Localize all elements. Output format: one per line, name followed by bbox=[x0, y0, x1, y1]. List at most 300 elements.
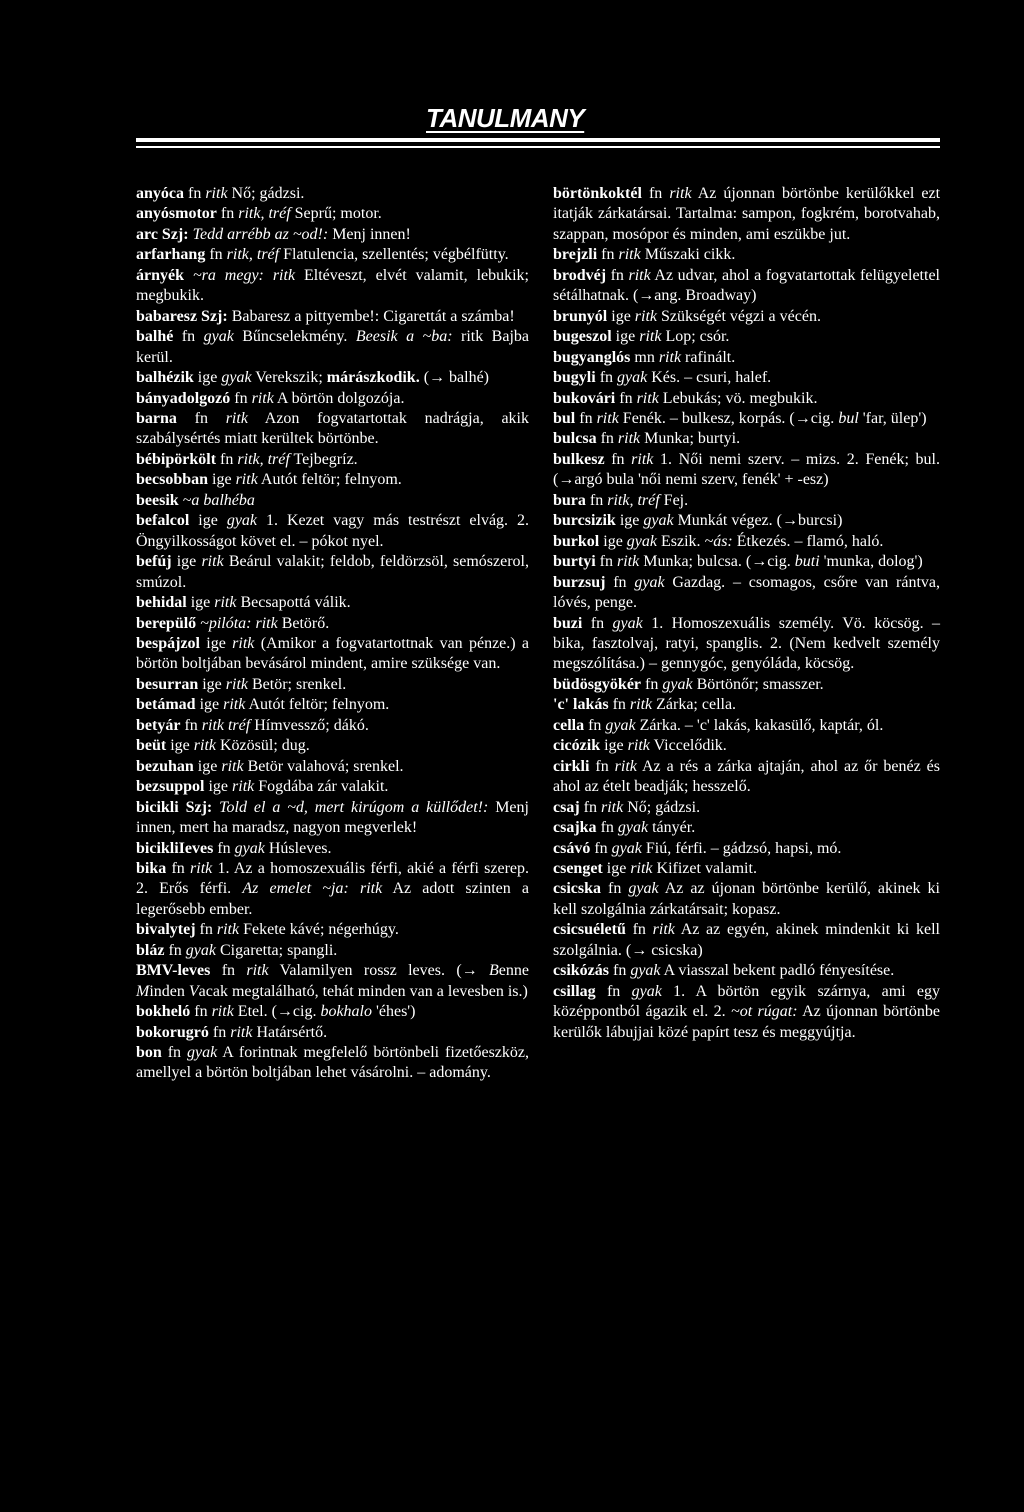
entry-italic-text: gyak bbox=[612, 614, 643, 632]
dictionary-entry bbox=[136, 307, 529, 327]
entry-text: Börtönőr; smasszer. bbox=[692, 675, 824, 693]
entry-italic-text: Beesik a ~ba: bbox=[355, 328, 453, 346]
entry-italic-text: ritk bbox=[211, 1003, 234, 1021]
entry-text: fn bbox=[164, 941, 186, 959]
dictionary-entry bbox=[553, 879, 940, 920]
entry-text: rafinált. bbox=[681, 348, 736, 366]
entry-italic-text: ritk bbox=[223, 696, 246, 714]
entry-headword: bespájzol bbox=[136, 634, 200, 652]
entry-headword: csaj bbox=[553, 798, 580, 816]
entry-italic-text: ritk bbox=[225, 409, 248, 427]
entry-text bbox=[184, 267, 193, 284]
entry-headword: bulcsa bbox=[553, 430, 597, 448]
entry-text: fn bbox=[597, 246, 619, 264]
entry-text: Közösül; dug. bbox=[216, 737, 310, 755]
entry-text: 1. Az a homoszexuális férfi, akié a férfi szerep. 2. Erős férfi. bbox=[136, 859, 530, 898]
entry-italic-text: V bbox=[188, 982, 199, 1000]
entry-text: Hímvessző; dákó. bbox=[250, 716, 369, 734]
entry-headword: besurran bbox=[136, 675, 199, 693]
entry-italic-text: ritk bbox=[232, 634, 255, 652]
entry-italic-text: ritk, tréf bbox=[226, 246, 280, 264]
dictionary-entry bbox=[136, 634, 529, 675]
entry-headword: cirkli bbox=[553, 757, 590, 775]
dictionary-entry bbox=[553, 573, 940, 614]
entry-text: Fej. bbox=[659, 491, 689, 509]
left-column bbox=[136, 184, 529, 1084]
entry-italic-text: buti bbox=[794, 553, 820, 571]
entry-italic-text: bokhalo bbox=[320, 1003, 372, 1021]
entry-text: ige bbox=[611, 328, 640, 346]
dictionary-entry bbox=[553, 348, 940, 368]
entry-text: fn bbox=[579, 798, 601, 816]
entry-text: Az az újonan börtönbe kerülő, akinek ki kell szolgálnia zárkatársait; kopasz. bbox=[553, 880, 941, 918]
entry-text: fn bbox=[609, 962, 631, 980]
entry-italic-text: ritk bbox=[216, 921, 240, 939]
dictionary-entry bbox=[553, 736, 940, 756]
entry-text: ige bbox=[200, 634, 233, 652]
header-rule-thin bbox=[136, 146, 940, 148]
entry-text: Fiú, férfi. – gádzsó, hapsi, mó. bbox=[641, 839, 842, 857]
entry-text: A viasszal bekent padló fényesítése. bbox=[660, 962, 895, 980]
entry-text: ige bbox=[607, 307, 635, 325]
entry-text: fn bbox=[216, 205, 239, 223]
entry-text: Az újonnan börtönbe kerülők lábujjai közé papírt tesz és meggyújtja. bbox=[553, 1003, 940, 1041]
entry-text: (Amikor a fogvatartottnak van pénze.) a börtön boltjában bevásárol mindent, amire szüksége van. bbox=[136, 634, 530, 673]
dictionary-entry bbox=[136, 389, 529, 409]
entry-italic-text: ritk bbox=[232, 778, 255, 796]
dictionary-entry bbox=[553, 552, 940, 572]
entry-headword: BMV-leves bbox=[136, 962, 211, 980]
entry-italic-text: gyak bbox=[234, 839, 265, 857]
entry-headword: csicsuéletű bbox=[553, 921, 626, 939]
entry-headword: bokorugró bbox=[136, 1023, 209, 1041]
dictionary-entry bbox=[136, 368, 529, 388]
dictionary-entry bbox=[553, 839, 940, 859]
entry-text: fn bbox=[195, 921, 217, 939]
entry-text: Cigaretta; spangli. bbox=[215, 941, 338, 959]
dictionary-entry bbox=[136, 941, 529, 961]
entry-headword: cicózik bbox=[553, 737, 601, 755]
entry-italic-text: ritk bbox=[230, 1023, 253, 1041]
entry-italic-text: gyak bbox=[628, 880, 659, 898]
page-header-title: TANULMANY bbox=[426, 103, 585, 133]
entry-headword: brejzli bbox=[553, 246, 598, 264]
entry-text: fn bbox=[166, 859, 191, 877]
entry-text: Flatulencia, szellentés; végbélfütty. bbox=[279, 246, 509, 264]
entry-text: fn bbox=[575, 409, 597, 427]
dictionary-entry bbox=[136, 757, 529, 777]
entry-headword: bicikli Szj: bbox=[136, 798, 220, 816]
entry-text: fn bbox=[210, 962, 247, 980]
entry-headword: beüt bbox=[136, 737, 167, 755]
entry-headword: brodvéj bbox=[553, 266, 607, 284]
entry-text: Étkezés. – flamó, haló. bbox=[732, 532, 884, 550]
entry-text: Lebukás; vö. megbukik. bbox=[658, 389, 818, 407]
entry-headword: csillag bbox=[553, 982, 596, 1000]
entry-text: ige bbox=[198, 675, 226, 693]
entry-headword: bugyanglós bbox=[553, 348, 631, 366]
dictionary-entry bbox=[553, 307, 940, 327]
entry-text: Szükségét végzi a vécén. bbox=[657, 307, 821, 325]
entry-italic-text: ritk bbox=[617, 430, 641, 448]
dictionary-entry bbox=[553, 429, 940, 449]
entry-italic-text: M bbox=[136, 982, 150, 1000]
entry-italic-text: gyak bbox=[221, 369, 252, 387]
entry-italic-text: ritk bbox=[652, 921, 675, 939]
entry-text: Az újonnan börtönbe kerülőkkel ezt itatják zárkatársai. Tartalma: sampon, fogkrém, borotvahab, szappan, mosópor és minden, ami eszükbe jut. bbox=[553, 185, 941, 243]
entry-italic-text: ritk bbox=[658, 348, 682, 366]
entry-italic-text: ritk bbox=[639, 328, 662, 346]
entry-text: Az adott szinten a legerősebb ember. bbox=[136, 880, 530, 918]
dictionary-entry bbox=[553, 716, 940, 736]
entry-italic-text: ritk tréf bbox=[201, 716, 251, 734]
dictionary-entry bbox=[136, 491, 529, 511]
entry-text: fn bbox=[584, 716, 606, 734]
entry-italic-text: gyak bbox=[185, 941, 216, 959]
entry-italic-text: ritk bbox=[634, 307, 658, 325]
dictionary-entry bbox=[136, 552, 529, 593]
entry-headword: bivalytej bbox=[136, 921, 196, 939]
entry-text: fn bbox=[180, 716, 202, 734]
entry-italic-text: Tedd arrébb az ~od!: bbox=[192, 225, 329, 243]
entry-text: fn bbox=[596, 430, 618, 448]
dictionary-entry bbox=[553, 757, 940, 798]
entry-text: fn bbox=[582, 614, 613, 632]
dictionary-entry bbox=[553, 818, 940, 838]
entry-headword: bokheló bbox=[136, 1003, 191, 1021]
entry-headword: bányadolgozó bbox=[136, 389, 231, 407]
dictionary-entry bbox=[136, 1023, 529, 1043]
entry-text: ige bbox=[193, 757, 222, 775]
entry-text: inden bbox=[149, 982, 189, 1000]
entry-text: fn bbox=[213, 839, 235, 857]
entry-italic-text: ritk bbox=[629, 696, 653, 714]
entry-text: ige bbox=[189, 512, 227, 530]
entry-italic-text: ritk bbox=[627, 737, 650, 755]
entry-headword: bicikliIeves bbox=[136, 839, 214, 857]
entry-text: fn bbox=[608, 696, 630, 714]
dictionary-entry bbox=[136, 920, 529, 940]
entry-italic-text: ritk bbox=[214, 594, 237, 612]
entry-italic-text: ~ra megy: ritk bbox=[192, 266, 296, 284]
entry-italic-text: Told el a ~d, mert kirúgom a küllődet!: bbox=[219, 798, 489, 816]
entry-text: Valamilyen rossz leves. (→ bbox=[268, 962, 490, 980]
entry-text: fn bbox=[595, 982, 632, 1000]
entry-text: Nő; gádzsi. bbox=[623, 798, 701, 816]
entry-text: Viccelődik. bbox=[649, 737, 727, 755]
entry-text: Műszaki cikk. bbox=[640, 246, 736, 264]
entry-text: Azon fogvatartottak nadrágja, akik szabálysértés miatt kerültek börtönbe. bbox=[136, 409, 529, 448]
entry-text: fn bbox=[589, 757, 615, 775]
entry-headword: bon bbox=[136, 1044, 162, 1062]
entry-text: ige bbox=[599, 532, 627, 550]
entry-italic-text: ritk bbox=[596, 409, 619, 427]
dictionary-entry bbox=[136, 798, 529, 839]
entry-text: fn bbox=[641, 185, 670, 202]
entry-italic-text: ritk bbox=[235, 471, 258, 489]
entry-text: Eltéveszt, elvét valamit, lebukik; megbukik. bbox=[136, 266, 530, 305]
entry-text: Zárka. – 'c' lakás, kakasülő, kaptár, ól. bbox=[635, 716, 884, 734]
entry-text: Az az egyén, akinek mindenkit ki kell szolgálnia. (→ csicska) bbox=[553, 921, 941, 959]
entry-italic-text: ~ás: bbox=[704, 532, 733, 550]
dictionary-entry bbox=[553, 266, 940, 307]
dictionary-entry bbox=[553, 675, 940, 695]
dictionary-entry bbox=[136, 859, 529, 920]
dictionary-entry bbox=[553, 982, 940, 1043]
entry-italic-text: ritk bbox=[190, 859, 213, 877]
dictionary-entry bbox=[136, 511, 529, 552]
entry-text: fn bbox=[208, 1023, 231, 1041]
entry-text: ige bbox=[186, 594, 215, 612]
entry-headword: márászkodik. bbox=[326, 369, 420, 387]
dictionary-entry bbox=[136, 675, 529, 695]
entry-text: enne bbox=[498, 962, 529, 980]
entry-text: Verekszik; bbox=[251, 369, 327, 387]
entry-text: Fekete kávé; négerhúgy. bbox=[239, 921, 399, 939]
entry-text: fn bbox=[605, 573, 635, 591]
dictionary-entry bbox=[136, 777, 529, 797]
entry-text: Autót feltör; felnyom. bbox=[245, 696, 390, 714]
entry-headword: bura bbox=[553, 491, 586, 509]
entry-italic-text: gyak bbox=[605, 716, 636, 734]
entry-text: Kés. – csuri, halef. bbox=[647, 369, 772, 387]
entry-text: fn bbox=[641, 675, 663, 693]
entry-text: ige bbox=[195, 696, 224, 714]
entry-headword: befúj bbox=[136, 553, 172, 571]
entry-text: fn bbox=[216, 450, 238, 468]
dictionary-entry bbox=[136, 695, 529, 715]
entry-headword: barna bbox=[136, 409, 177, 427]
dictionary-entry bbox=[553, 409, 940, 429]
entry-text: ige bbox=[615, 512, 644, 530]
entry-headword: bugeszol bbox=[553, 328, 612, 346]
entry-italic-text: ~ot rúgat: bbox=[731, 1003, 798, 1021]
entry-italic-text: Az emelet ~ja: ritk bbox=[242, 880, 383, 898]
dictionary-entry bbox=[553, 798, 940, 818]
dictionary-entry bbox=[553, 491, 940, 511]
entry-headword: börtönkoktél bbox=[553, 185, 642, 202]
entry-italic-text: gyak bbox=[662, 675, 693, 693]
entry-headword: csávó bbox=[553, 839, 591, 857]
dictionary-entry bbox=[553, 859, 940, 879]
entry-text: ige bbox=[204, 778, 233, 796]
entry-text: fn bbox=[595, 369, 618, 387]
entry-text: 1. A börtön egyik szárnya, ami egy középpontból ágazik el. 2. bbox=[553, 982, 941, 1021]
entry-italic-text: ritk bbox=[246, 962, 269, 980]
dictionary-entry bbox=[136, 327, 529, 368]
entry-headword: betyár bbox=[136, 716, 181, 734]
entry-italic-text: ritk bbox=[617, 553, 640, 571]
entry-text: ige bbox=[166, 737, 194, 755]
entry-text: Fogdába zár valakit. bbox=[254, 778, 389, 796]
entry-text: Autót feltör; felnyom. bbox=[257, 471, 402, 489]
entry-text: ige bbox=[602, 859, 631, 877]
entry-headword: büdösgyökér bbox=[553, 675, 642, 693]
entry-text: Babaresz a pittyembe!: Cigarettát a számba! bbox=[227, 307, 515, 325]
dictionary-entry bbox=[136, 593, 529, 613]
entry-italic-text: ~pilóta: ritk bbox=[200, 614, 278, 632]
entry-text: 'éhes') bbox=[371, 1003, 416, 1021]
entry-italic-text: ritk bbox=[630, 859, 653, 877]
entry-text: fn bbox=[190, 1003, 212, 1021]
entry-headword: beesik bbox=[136, 491, 179, 509]
entry-headword: balhézik bbox=[136, 369, 194, 387]
entry-italic-text: bul bbox=[838, 409, 859, 427]
dictionary-entry bbox=[553, 614, 940, 675]
entry-headword: bika bbox=[136, 859, 167, 877]
entry-headword: behidal bbox=[136, 594, 187, 612]
entry-italic-text: ritk bbox=[636, 389, 659, 407]
entry-headword: 'c' lakás bbox=[553, 696, 609, 714]
dictionary-entry bbox=[136, 1043, 529, 1084]
entry-headword: burzsuj bbox=[553, 573, 606, 591]
entry-headword: bul bbox=[553, 409, 576, 427]
entry-text: fn bbox=[601, 880, 629, 898]
entry-italic-text: B bbox=[489, 962, 499, 980]
dictionary-entry bbox=[553, 920, 940, 961]
entry-italic-text: ritk, tréf bbox=[607, 491, 660, 509]
entry-text: (→ balhé) bbox=[419, 369, 490, 387]
entry-text: Seprű; motor. bbox=[290, 205, 382, 223]
dictionary-entry bbox=[553, 368, 940, 388]
entry-text: A forintnak megfelelő börtönbeli fizetőeszköz, amellyel a börtön boltjában lehet vásárolni. – adomány. bbox=[136, 1044, 530, 1082]
entry-headword: burtyi bbox=[553, 553, 596, 571]
header-rule-thick bbox=[136, 138, 940, 142]
entry-headword: bébipörkölt bbox=[136, 450, 217, 468]
dictionary-entry bbox=[553, 450, 940, 491]
entry-text: fn bbox=[590, 839, 612, 857]
entry-italic-text: ritk bbox=[251, 389, 274, 407]
entry-headword: brunyól bbox=[553, 307, 608, 325]
entry-italic-text: gyak bbox=[203, 328, 234, 346]
entry-text: ige bbox=[600, 737, 628, 755]
entry-headword: bugyli bbox=[553, 369, 596, 387]
entry-headword: anyósmotor bbox=[136, 205, 217, 223]
entry-text: ritk Bajba kerül. bbox=[136, 328, 529, 366]
entry-text: Munka; bulcsa. (→cig. bbox=[639, 553, 795, 571]
dictionary-entry bbox=[136, 245, 529, 265]
dictionary-entry bbox=[136, 614, 529, 634]
entry-text: Határsértő. bbox=[252, 1023, 328, 1041]
entry-text: fn bbox=[595, 553, 617, 571]
entry-italic-text: gyak bbox=[643, 512, 674, 530]
entry-text: fn bbox=[606, 266, 629, 284]
entry-italic-text: ritk bbox=[201, 553, 224, 571]
entry-headword: cella bbox=[553, 716, 585, 734]
dictionary-entry bbox=[553, 532, 940, 552]
entry-text: Etel. (→cig. bbox=[233, 1003, 321, 1021]
entry-headword: befalcol bbox=[136, 512, 190, 530]
entry-text: 1. Kezet vagy más testrészt elvág. 2. Öngyilkosságot követ el. – pókot nyel. bbox=[136, 512, 530, 550]
entry-italic-text: gyak bbox=[617, 819, 649, 837]
entry-italic-text: gyak bbox=[634, 573, 665, 591]
entry-text: acak megtalálható, tehát minden van a levesben is.) bbox=[198, 982, 528, 1000]
entry-text: fn bbox=[604, 450, 632, 468]
dictionary-entry bbox=[136, 839, 529, 859]
entry-headword: betámad bbox=[136, 696, 196, 714]
entry-headword: burkol bbox=[553, 532, 600, 550]
entry-italic-text: gyak bbox=[611, 839, 642, 857]
entry-text: fn bbox=[205, 246, 227, 264]
dictionary-entry bbox=[136, 1002, 529, 1022]
entry-text: fn bbox=[596, 819, 618, 837]
entry-text: Munkát végez. (→burcsi) bbox=[673, 512, 843, 530]
entry-headword: babaresz Szj: bbox=[136, 307, 228, 325]
entry-headword: buzi bbox=[553, 614, 583, 632]
entry-text: Zárka; cella. bbox=[652, 696, 737, 714]
dictionary-entry bbox=[553, 184, 940, 245]
entry-italic-text: gyak bbox=[630, 962, 661, 980]
entry-text: Lop; csór. bbox=[661, 328, 730, 346]
entry-headword: arc Szj: bbox=[136, 225, 193, 243]
entry-text: Munka; burtyi. bbox=[640, 430, 741, 448]
entry-headword: csicska bbox=[553, 880, 601, 898]
entry-text: Az udvar, ahol a fogvatartottak felügyelettel sétálhatnak. (→ang. Broadway) bbox=[553, 266, 940, 305]
entry-text: Húsleves. bbox=[264, 839, 332, 857]
entry-headword: csenget bbox=[553, 859, 603, 877]
entry-text: fn bbox=[625, 921, 653, 939]
dictionary-entry bbox=[553, 389, 940, 409]
entry-text: Eszik. bbox=[657, 532, 705, 550]
entry-italic-text: ritk bbox=[221, 757, 244, 775]
entry-headword: burcsizik bbox=[553, 512, 616, 530]
entry-italic-text: ritk bbox=[628, 266, 651, 284]
entry-text: 'munka, dolog') bbox=[819, 553, 923, 571]
dictionary-entry bbox=[136, 450, 529, 470]
entry-text: ige bbox=[193, 369, 222, 387]
dictionary-entry bbox=[553, 511, 940, 531]
entry-headword: bukovári bbox=[553, 389, 616, 407]
entry-italic-text: ritk bbox=[600, 798, 624, 816]
entry-italic-text: gyak bbox=[187, 1044, 218, 1062]
entry-text: ige bbox=[208, 471, 236, 489]
entry-text: tányér. bbox=[648, 819, 696, 837]
dictionary-entry bbox=[553, 695, 940, 715]
entry-headword: csikózás bbox=[553, 962, 609, 980]
entry-text: 1. Női nemi szerv. – mizs. 2. Fenék; bul. (→argó bula 'női nemi szerv, fenék' + -esz) bbox=[553, 450, 941, 489]
entry-text: Becsapottá válik. bbox=[236, 594, 351, 612]
dictionary-entry bbox=[136, 184, 529, 204]
entry-italic-text: ritk bbox=[631, 450, 654, 468]
entry-text: Menj innen! bbox=[328, 225, 411, 243]
dictionary-entry bbox=[553, 961, 940, 981]
entry-italic-text: ritk bbox=[669, 185, 692, 202]
entry-text: Bűncselekmény. bbox=[233, 328, 356, 346]
dictionary-entry bbox=[136, 204, 529, 224]
entry-italic-text: ritk bbox=[614, 757, 637, 775]
entry-text: Fenék. – bulkesz, korpás. (→cig. bbox=[618, 409, 839, 427]
entry-text: fn bbox=[585, 491, 608, 509]
entry-headword: bezsuppol bbox=[136, 778, 205, 796]
entry-text: fn bbox=[173, 328, 204, 346]
entry-text: Tejbegríz. bbox=[289, 450, 358, 468]
entry-headword: balhé bbox=[136, 328, 174, 346]
entry-text: 'far, ülep') bbox=[858, 409, 927, 427]
dictionary-entry bbox=[553, 327, 940, 347]
entry-headword: arfarhang bbox=[136, 246, 206, 264]
entry-text: mn bbox=[630, 348, 659, 366]
entry-text: 1. Homoszexuális személy. Vö. köcsög. – bika, fasztolvaj, ratyi, spanglis. 2. (Nem kedvelt személy megszólítása.) – gennygóc, genyóláda, köcsög. bbox=[553, 614, 940, 673]
entry-italic-text: ~a balhéba bbox=[182, 491, 255, 509]
entry-italic-text: gyak bbox=[631, 982, 662, 1000]
entry-headword: bezuhan bbox=[136, 757, 194, 775]
entry-italic-text: ritk, tréf bbox=[237, 450, 290, 468]
entry-italic-text: ritk bbox=[205, 185, 228, 202]
dictionary-entry bbox=[136, 961, 529, 1002]
dictionary-entry bbox=[136, 716, 529, 736]
entry-text: Nő; gádzsi. bbox=[227, 185, 305, 202]
entry-headword: anyóca bbox=[136, 185, 184, 202]
